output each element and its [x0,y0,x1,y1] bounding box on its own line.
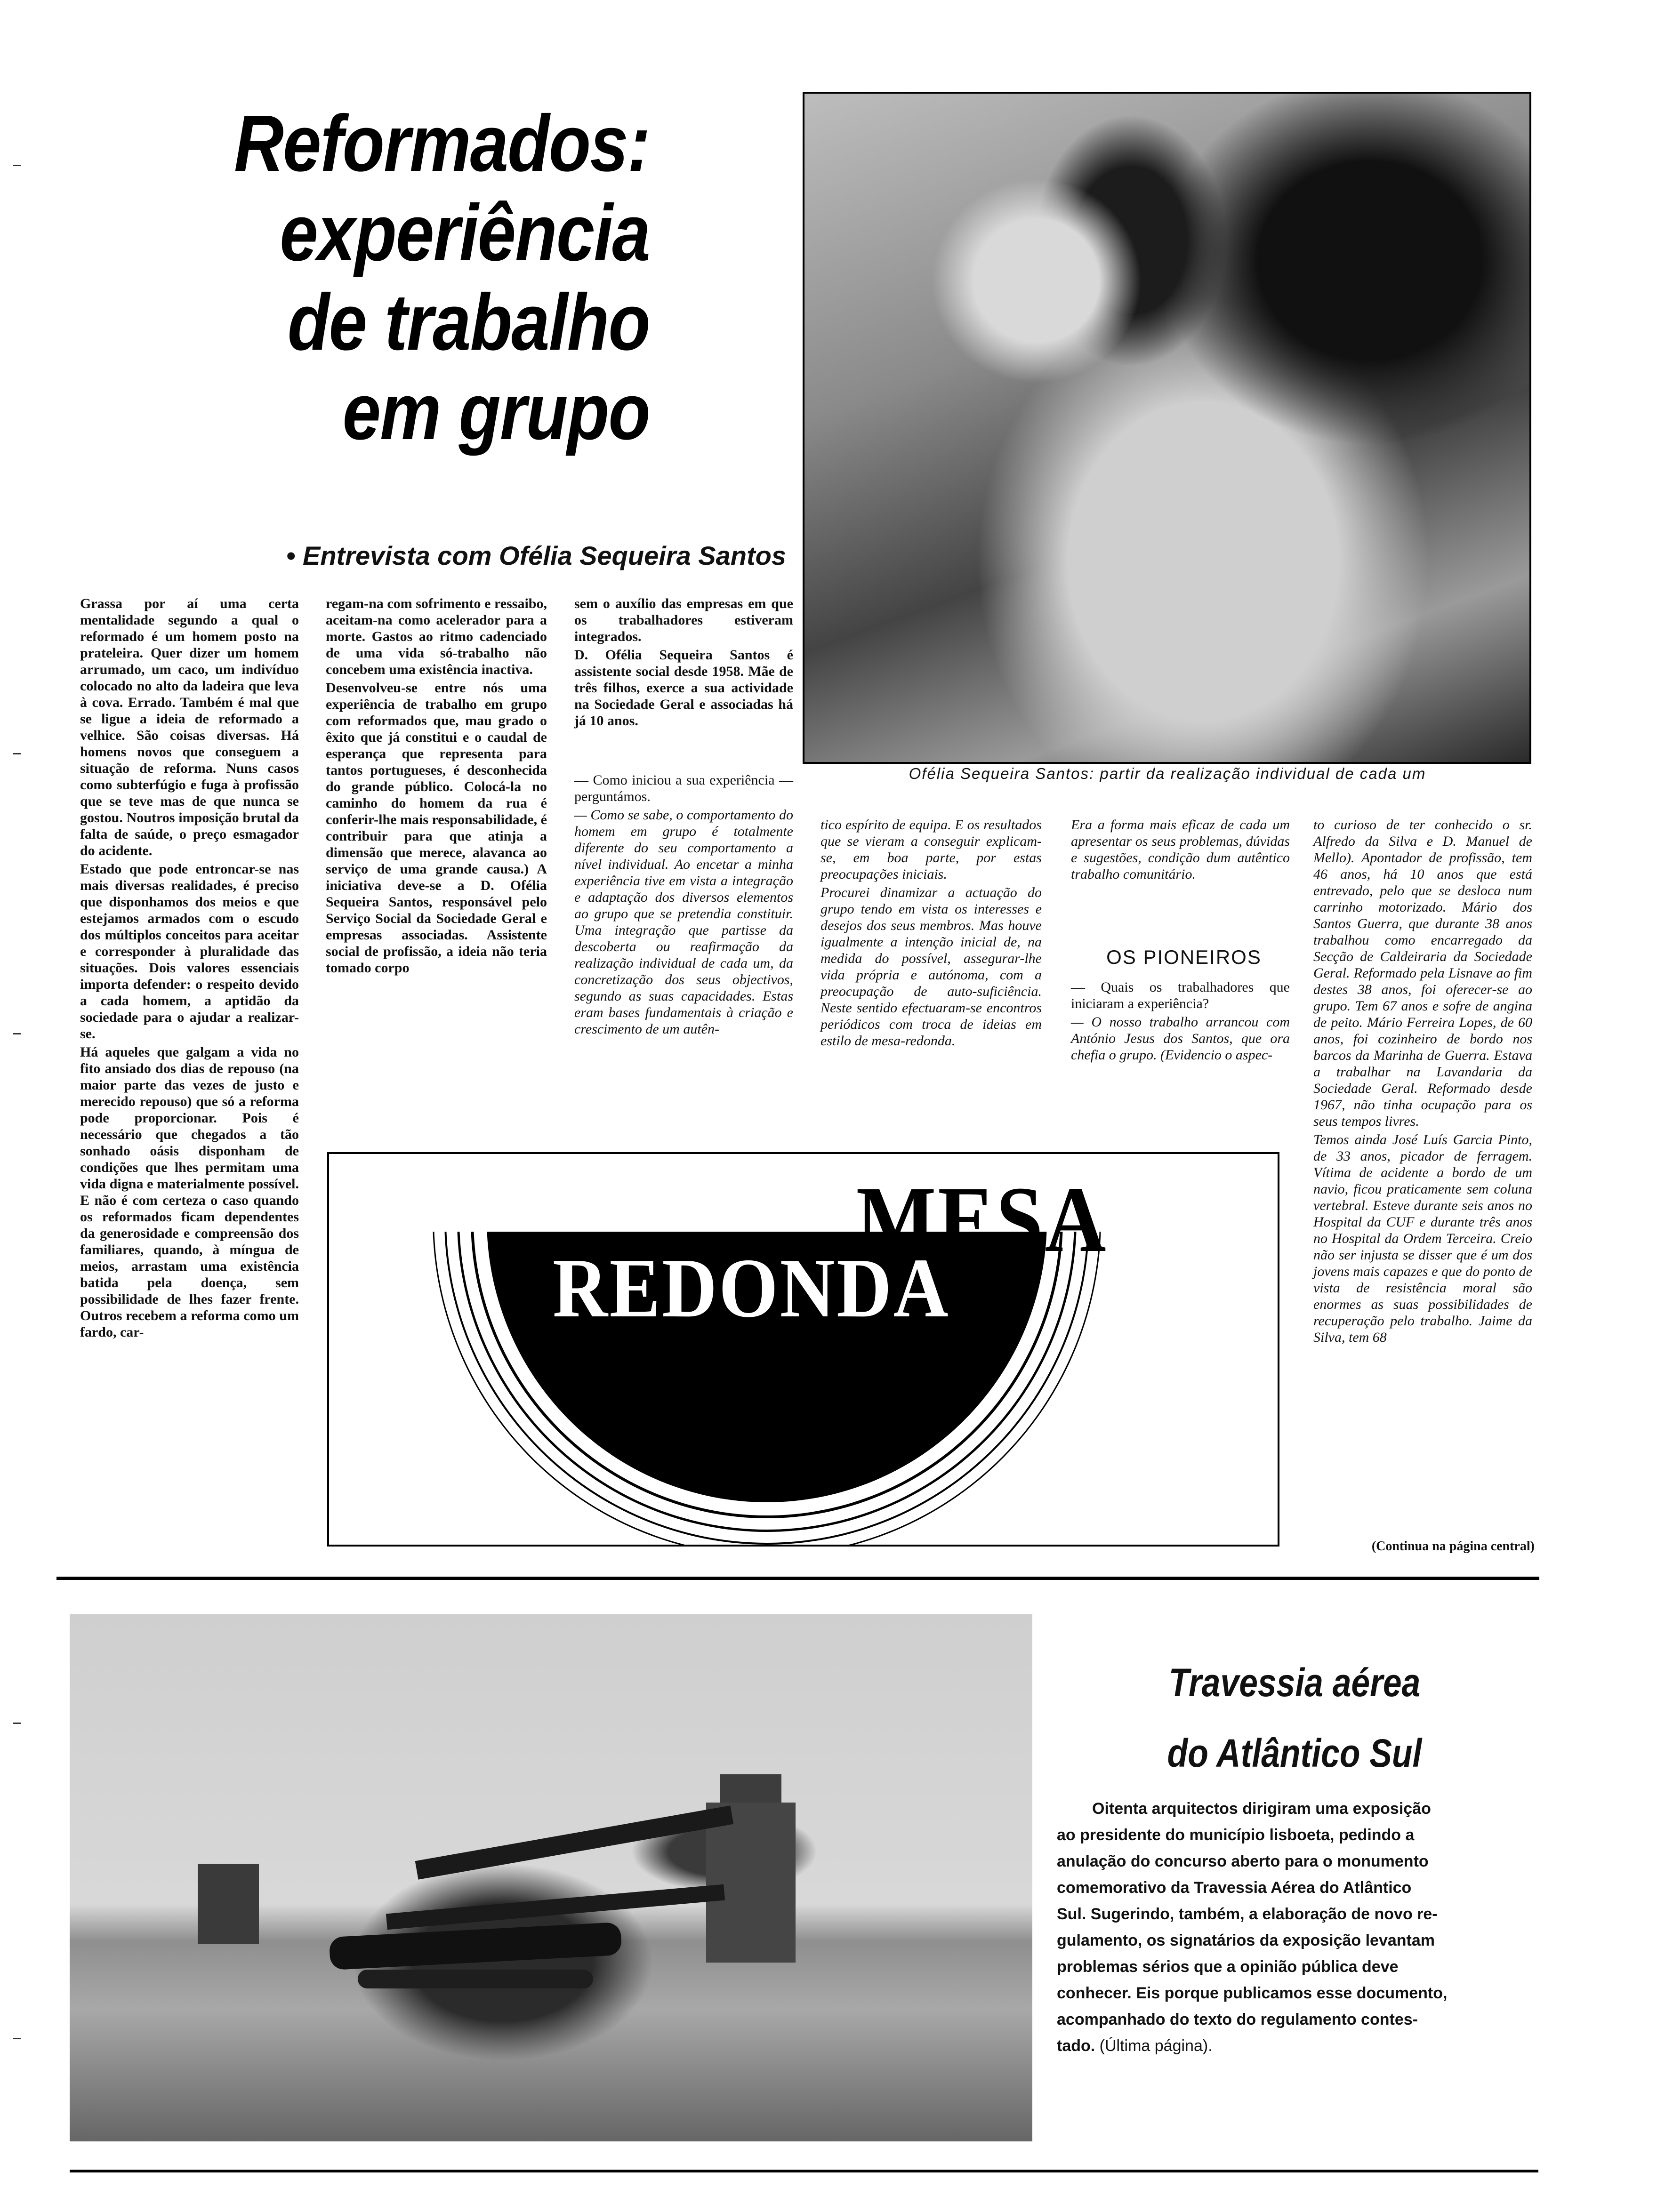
title-line: Travessia aérea [1168,1660,1421,1705]
banner-word-mesa: MESA [856,1168,1108,1272]
paragraph: regam-na com sofrimento e ressaibo, aceitam-na como acelerador para a morte. Gastos ao ritmo cadenciado de uma vida só-trabalho não concebem uma existência inactiva. [326,596,547,677]
article-column-5-continued [1071,979,1290,1065]
continued-note: (Continua na página central) [1371,1539,1535,1554]
text-line: problemas sérios que a opinião pública deve [1057,1958,1399,1976]
article-column-6 [1313,817,1532,1347]
margin-mark [13,1723,21,1724]
paragraph: Era a forma mais eficaz de cada um apresentar os seus problemas, dúvidas e sugestões, condição dum autêntico trabalho comunitário. [1071,817,1290,882]
headline-line: de trabalho [287,278,650,367]
travessia-text [1057,1795,1537,2059]
section-divider [56,1577,1539,1580]
margin-mark [13,753,21,754]
travessia-title [1094,1647,1495,1788]
paragraph: Grassa por aí uma certa mentalidade segundo a qual o reformado é um homem posto na prateleira. Quer dizer um homem arrumado, um caco, um indivíduo colocado no alto da ladeira que leva à cova. Errado. Também é mal que se ligue a ideia de reformado a velhice. São coisas diversas. Há homens novos que conseguem a situação de reforma. Nuns casos como subterfúgio e fuga à profissão que se teve mas de que nunca se gostou. Noutros imposição brutal da falta de saúde, o preço esmagador do acidente. [80,596,299,858]
answer: — O nosso trabalho arrancou com António Jesus dos Santos, que ora chefia o grupo. (Evidencio o aspec- [1071,1014,1290,1063]
paragraph: Desenvolveu-se entre nós uma experiência de trabalho em grupo com reformados que, mau grado o êxito que já constitui e o caudal de esperança que representa para tantos portugueses, é desconhecida do grande público. Colocá-la no caminho do homem da rua é conferir-lhe mais responsabilidade, é contribuir para que atinja a dimensão que merece, alavanca ao serviço de uma grande causa.) A iniciativa deve-se a D. Ofélia Sequeira Santos, responsável pelo Serviço Social da Sociedade Geral e empresas associadas. Assistente social de profissão, a ideia não teria tomado corpo [326,680,547,976]
text-line: comemorativo da Travessia Aérea do Atlântico [1057,1879,1412,1897]
text-line: conhecer. Eis porque publicamos esse documento, [1057,1984,1448,2002]
section-heading: OS PIONEIROS [1106,946,1262,968]
ship [198,1864,259,1944]
paragraph: tico espírito de equipa. E os resultados que se vieram a conseguir explicam-se, em boa parte, por estas preocupações iniciais. [820,817,1042,882]
paragraph: Há aqueles que galgam a vida no fito ansiado dos dias de repouso (na maior parte das vezes de justo e merecido repouso) que só a reforma pode proporcionar. Pois é necessário que chegados a tão sonhado oásis disponham de condições que lhes permitam uma vida digna e materialmente possível. E não é com certeza o caso quando os reformados ficam dependentes da generosidade e compreensão dos familiares, quando, à míngua de meios, arrastam uma existência batida pela doença, sem possibilidade de lhes fazer frente. Outros recebem a reforma como um fardo, car- [80,1044,299,1340]
text-fragment: (Última página). [1095,2037,1213,2055]
title-line: do Atlântico Sul [1167,1731,1422,1775]
article-column-3-continued [574,772,793,1039]
text-line: Sul. Sugerindo, também, a elaboração de novo re- [1057,1905,1438,1923]
text-line: Oitenta arquitectos dirigiram uma exposição [1092,1800,1431,1818]
page-headline [225,99,650,457]
text-line: gulamento, os signatários da exposição levantam [1057,1931,1435,1949]
paragraph: Temos ainda José Luís Garcia Pinto, de 33 anos, picador de ferragem. Vítima de acidente a bordo de um navio, ficou praticamente sem coluna vertebral. Esteve durante seis anos no Hospital da CUF e durante três anos no Hospital da Ordem Terceira. Creio não ser injusta se disser que é um dos jovens mais capazes e que do ponto de vista de resistência moral são enormes as suas possibilidades de recuperação pelo trabalho. Jaime da Silva, tem 68 [1313,1132,1532,1345]
margin-mark [13,1033,21,1034]
portrait-photo [803,92,1531,764]
margin-mark [13,165,21,166]
mesa-redonda-banner [327,1152,1279,1547]
article-column-4 [820,817,1042,1051]
text-fragment: tado. [1057,2037,1095,2055]
paragraph: Estado que pode entroncar-se nas mais diversas realidades, é preciso que disponhamos dos meios e que estejamos armados com o escudo dos múltiplos conceitos para aceitar e corresponder à pluralidade das situações. Dois valores essenciais importa defender: o respeito devido a cada homem, a aptidão da sociedade para o ajudar a realizar-se. [80,861,299,1042]
belem-tower [706,1803,796,1963]
question: — Quais os trabalhadores que iniciaram a experiência? [1071,979,1290,1011]
answer: — Como se sabe, o comportamento do homem em grupo é totalmente diferente do seu comportamento a nível individual. Ao encetar a minha experiência tive em vista a integração e adaptação dos diversos elementos ao grupo que se pretendia constituir. Uma integração que partisse da descoberta ou reafirmação da realização individual de cada um, da concretização dos seus objectivos, segundo as suas capacidades. Estas eram bases fundamentais à criação e crescimento de um autên- [574,807,793,1037]
question: — Como iniciou a sua experiência — perguntámos. [574,772,793,804]
bio-paragraph: D. Ofélia Sequeira Santos é assistente social desde 1958. Mãe de três filhos, exerce a sua actividade na Sociedade Geral e associadas há já 10 anos. [574,647,793,729]
paragraph: Procurei dinamizar a actuação do grupo tendo em vista os interesses e desejos dos seus membros. Mas houve igualmente a intenção inicial de, na medida do possível, assegurar-lhe vida própria e autónoma, com a preocupação de auto-suficiência. Neste sentido efectuaram-se encontros periódicos com troca de ideias em estilo de mesa-redonda. [820,885,1042,1049]
article-column-2 [326,595,547,978]
banner-top-band [329,1154,1278,1232]
margin-mark [13,2038,21,2039]
subheadline: • Entrevista com Ofélia Sequeira Santos [286,541,786,570]
paragraph: sem o auxílio das empresas em que os trabalhadores estiveram integrados. [574,596,793,644]
seaplane-float [358,1970,593,1988]
text-line: acompanhado do texto do regulamento contes- [1057,2011,1418,2028]
article-column-1 [80,595,299,1342]
text-line: anulação do concurso aberto para o monumento [1057,1852,1429,1870]
text-line: ao presidente do município lisboeta, pedindo a [1057,1826,1415,1844]
article-column-5 [1071,817,1290,884]
bottom-rule [70,2170,1538,2172]
article-column-3 [574,595,793,731]
banner-word-redonda: REDONDA [553,1241,950,1335]
photo-caption: Ofélia Sequeira Santos: partir da realização individual de cada um [909,765,1426,782]
headline-line: experiência [280,188,650,278]
text-line-last [1057,2033,1537,2059]
headline-line: Reformados: [234,99,650,188]
paragraph: to curioso de ter conhecido o sr. Alfredo da Silva e D. Manuel de Mello). Apontador de profissão, tem 46 anos, há 10 anos que está entrevado, pelo que se desloca num carrinho motorizado. Mário dos Santos Guerra, que durante 38 anos trabalhou como encarregado da Secção de Caldeiraria da Sociedade Geral. Reformado pela Lisnave ao fim destes 38 anos, foi oferecer-se ao grupo. Tem 67 anos e sofre de angina de peito. Mário Ferreira Lopes, de 60 anos, foi cozinheiro de bordo nos barcos da Marinha de Guerra. Estava a trabalhar na Lavandaria da Sociedade Geral. Reformado desde 1967, não tinha ocupação para os seus tempos livres. [1313,817,1532,1129]
headline-line: em grupo [342,367,650,457]
